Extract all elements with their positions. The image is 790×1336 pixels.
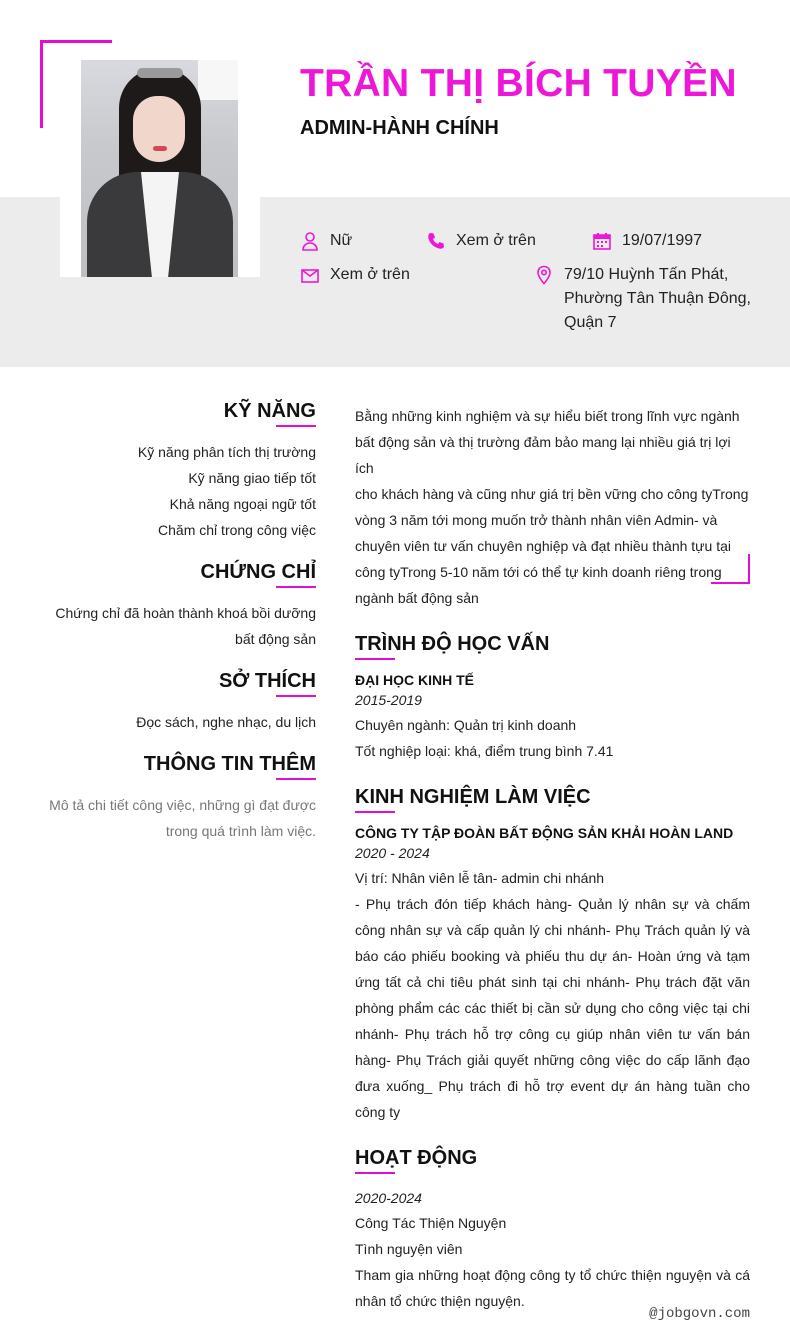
calendar-icon <box>592 231 612 251</box>
extra-info-title: THÔNG TIN THÊM <box>144 753 316 778</box>
contact-email <box>300 263 410 287</box>
activities-role: Tình nguyện viên <box>355 1241 463 1257</box>
objective-line: bất động sản và thị trường đảm bảo mang lại nhiều giá trị lợi ích <box>355 434 731 476</box>
address-line: Quận 7 <box>564 314 617 331</box>
hobbies-section <box>40 670 316 735</box>
extra-info-line: Mô tả chi tiết công việc, những gì đạt được <box>49 797 316 813</box>
footer-watermark: @jobgovn.com <box>649 1306 750 1322</box>
education-period: 2015-2019 <box>355 692 422 708</box>
profile-photo-frame <box>60 60 260 277</box>
objective-line: công tyTrong 5-10 năm tới có thể tự kinh doanh riêng trong <box>355 564 722 580</box>
certificates-title: CHỨNG CHỈ <box>201 561 316 586</box>
activities-period: 2020-2024 <box>355 1190 422 1206</box>
education-major: Chuyên ngành: Quản trị kinh doanh <box>355 717 577 733</box>
address-value <box>564 263 751 335</box>
certificate-line: Chứng chỉ đã hoàn thành khoá bồi dưỡng <box>55 605 316 621</box>
birthday-value: 19/07/1997 <box>622 232 703 249</box>
experience-description: - Phụ trách đón tiếp khách hàng- Quản lý nhân sự và chấm công nhân sự và cấp quản lý chi nhánh- Phụ Trách quản lý và báo cáo phiếu booking và phiếu thu dự án- Hoàn ứng và tạm ứng tất cả chi tiêu phát sinh tại chi nhánh- Phụ trách đặt văn phòng phẩm các các thiết bị cần sử dụng cho công việc tại chi nhánh- Phụ trách hỗ trợ công cụ giúp nhân viên tư vấn bán hàng- Phụ Trách giải quyết những công việc do cấp lãnh đạo đưa xuống_ Phụ trách đi hỗ trợ event dự án hàng tuần cho công ty <box>355 896 750 1120</box>
objective-line: ngành bất động sản <box>355 590 479 606</box>
photo-lips <box>153 146 167 151</box>
certificate-line: bất động sản <box>235 631 316 647</box>
experience-position: Vị trí: Nhân viên lễ tân- admin chi nhánh <box>355 870 605 886</box>
hobbies-text <box>40 709 316 735</box>
objective-line: vòng 3 năm tới mong muốn trở thành nhân viên Admin- và <box>355 512 718 528</box>
profile-photo <box>81 60 238 277</box>
skill-item: Kỹ năng phân tích thị trường <box>137 444 316 460</box>
skill-item: Khả năng ngoại ngữ tốt <box>169 496 316 512</box>
skill-item: Chăm chỉ trong công việc <box>158 522 316 538</box>
phone-icon <box>426 231 446 251</box>
career-objective <box>355 403 750 611</box>
location-pin-icon <box>534 265 554 285</box>
extra-info-section <box>40 753 316 844</box>
contact-birthday <box>592 229 702 253</box>
address-line: Phường Tân Thuận Đông, <box>564 290 751 307</box>
objective-line: Bằng những kinh nghiệm và sự hiểu biết trong lĩnh vực ngành <box>355 408 740 424</box>
extra-info-text <box>40 792 316 844</box>
job-title: ADMIN-HÀNH CHÍNH <box>300 117 499 139</box>
skills-section <box>40 400 316 543</box>
photo-face <box>133 96 185 162</box>
candidate-name: TRẦN THỊ BÍCH TUYỀN <box>300 62 737 105</box>
activities-title: HOẠT ĐỘNG <box>355 1147 477 1172</box>
education-title: TRÌNH ĐỘ HỌC VẤN <box>355 633 549 658</box>
contact-phone <box>426 229 536 253</box>
education-school: ĐẠI HỌC KINH TẾ <box>355 672 474 688</box>
activities-description: Tham gia những hoạt động công ty tổ chức thiện nguyện và cá nhân tổ chức thiện nguyện. <box>355 1267 750 1309</box>
skills-title: KỸ NĂNG <box>224 400 316 425</box>
address-line: 79/10 Huỳnh Tấn Phát, <box>564 266 729 283</box>
activities-section <box>355 1147 750 1314</box>
education-section <box>355 633 750 764</box>
email-value: Xem ở trên <box>330 266 410 283</box>
objective-line: cho khách hàng và cũng như giá trị bền vững cho công tyTrong <box>355 486 749 502</box>
photo-background-sign <box>198 60 238 100</box>
skills-list <box>40 439 316 543</box>
hobbies-line: Đọc sách, nghe nhạc, du lịch <box>136 714 316 730</box>
objective-line: chuyên viên tư vấn chuyên nghiệp và đạt nhiều thành tựu tại <box>355 538 732 554</box>
gender-value: Nữ <box>330 232 353 249</box>
experience-title: KINH NGHIỆM LÀM VIỆC <box>355 786 591 811</box>
contact-gender <box>300 229 352 253</box>
skill-item: Kỹ năng giao tiếp tốt <box>188 470 316 486</box>
experience-company: CÔNG TY TẬP ĐOÀN BẤT ĐỘNG SẢN KHẢI HOÀN LAND <box>355 825 734 841</box>
education-grade: Tốt nghiệp loại: khá, điểm trung bình 7.41 <box>355 743 614 759</box>
extra-info-line: trong quá trình làm việc. <box>165 823 316 839</box>
user-icon <box>300 231 320 251</box>
certificates-section <box>40 561 316 652</box>
photo-glasses <box>137 68 183 78</box>
activities-organization: Công Tác Thiện Nguyện <box>355 1215 507 1231</box>
mail-icon <box>300 265 320 285</box>
hobbies-title: SỞ THÍCH <box>219 670 316 695</box>
phone-value: Xem ở trên <box>456 232 536 249</box>
contact-address <box>534 263 751 335</box>
experience-section <box>355 786 750 1125</box>
experience-period: 2020 - 2024 <box>355 845 430 861</box>
right-column <box>355 403 750 1314</box>
left-column <box>40 400 316 862</box>
certificates-text <box>40 600 316 652</box>
